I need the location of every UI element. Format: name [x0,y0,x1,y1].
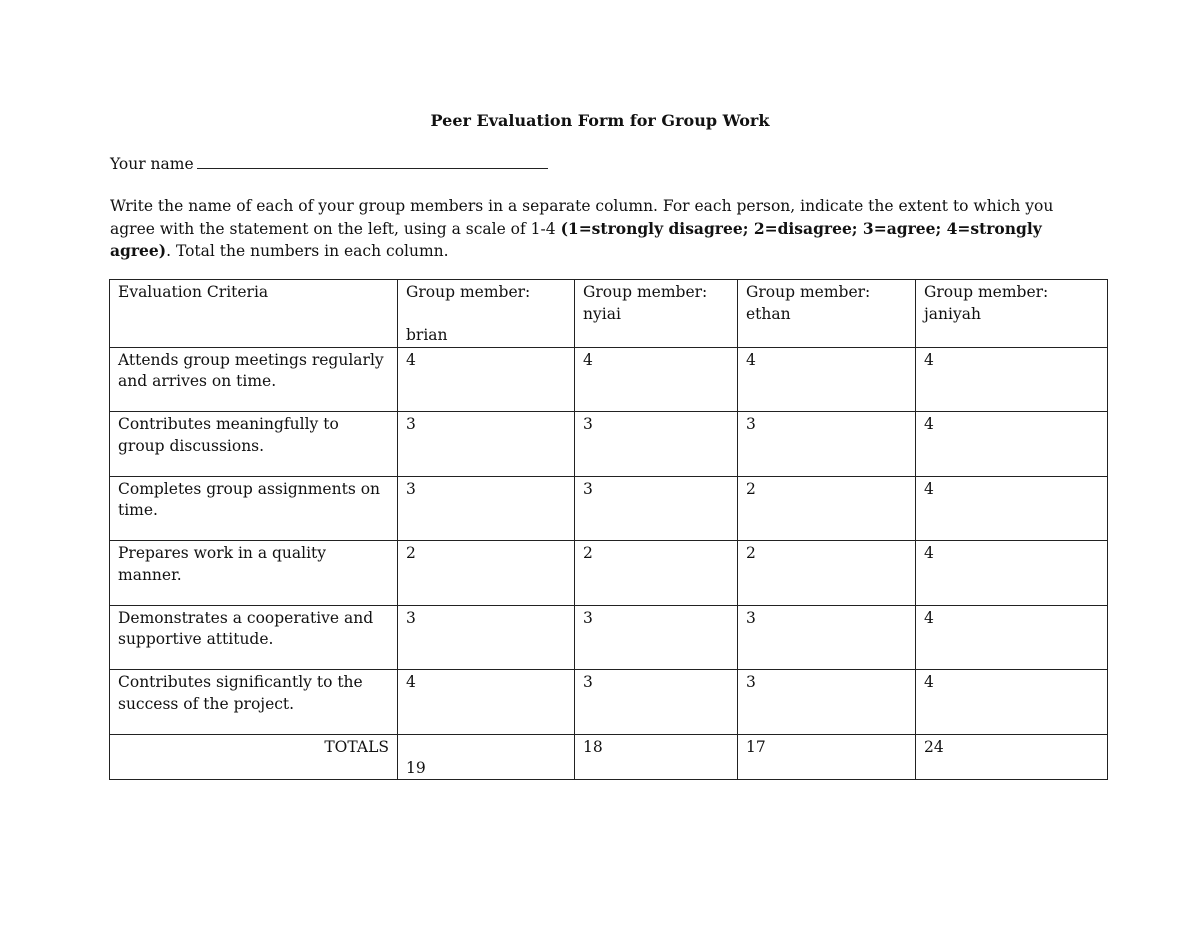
page-title: Peer Evaluation Form for Group Work [430,111,770,130]
criterion-cell: Contributes significantly to the success of the project. [110,670,398,735]
score-cell[interactable]: 4 [575,347,738,412]
score-cell[interactable]: 3 [398,605,575,670]
totals-row [110,734,1108,780]
score-cell[interactable]: 3 [738,670,916,735]
total-cell[interactable] [398,734,575,780]
member-name[interactable]: ethan [746,304,791,323]
score-cell[interactable]: 3 [575,476,738,541]
member-label: Group member: [924,283,1049,301]
total-cell[interactable]: 18 [575,734,738,780]
score-cell[interactable]: 4 [916,670,1108,735]
score-cell[interactable]: 3 [398,476,575,541]
score-cell[interactable]: 3 [398,412,575,477]
member-name[interactable]: brian [406,326,448,344]
criterion-cell: Prepares work in a quality manner. [110,541,398,606]
score-cell[interactable]: 4 [916,541,1108,606]
member-label: Group member: [406,283,531,301]
score-cell[interactable]: 2 [398,541,575,606]
score-cell[interactable]: 3 [575,605,738,670]
criterion-cell: Contributes meaningfully to group discussions. [110,412,398,477]
score-cell[interactable]: 2 [738,476,916,541]
member-header [398,280,575,348]
table-row [110,670,1108,735]
table-row [110,347,1108,412]
instructions-paragraph [110,196,1100,263]
member-name[interactable]: nyiai [583,304,621,323]
score-cell[interactable]: 4 [398,670,575,735]
score-cell[interactable]: 3 [738,412,916,477]
score-cell[interactable]: 3 [575,670,738,735]
score-cell[interactable]: 2 [575,541,738,606]
your-name-blank[interactable] [197,153,548,169]
your-name-label: Your name [110,155,194,173]
table-row [110,605,1108,670]
score-cell[interactable]: 4 [738,347,916,412]
total-cell[interactable]: 17 [738,734,916,780]
criterion-cell: Completes group assignments on time. [110,476,398,541]
totals-label: TOTALS [110,734,398,780]
total-cell[interactable]: 24 [916,734,1108,780]
member-label: Group member: [583,283,708,301]
score-cell[interactable]: 4 [398,347,575,412]
instructions-lead: Write the name of each of your group members in a separate column. For each person, indicate the extent to which you agree with the statement on the left, using a scale of 1-4 [110,197,1054,238]
member-header [738,280,916,348]
member-header [575,280,738,348]
table-row [110,476,1108,541]
criterion-cell: Attends group meetings regularly and arrives on time. [110,347,398,412]
table-row [110,541,1108,606]
evaluation-table [109,279,1108,780]
table-header-row [110,280,1108,348]
score-cell[interactable]: 3 [575,412,738,477]
instructions-trail: . Total the numbers in each column. [166,242,449,260]
member-label: Group member: [746,283,871,301]
criteria-header: Evaluation Criteria [110,280,398,348]
member-header [916,280,1108,348]
instructions-scale: (1=strongly disagree; 2=disagree; 3=agree; 4=strongly agree) [110,218,1042,260]
your-name-line [110,153,548,175]
table-row [110,412,1108,477]
score-cell[interactable]: 4 [916,347,1108,412]
score-cell[interactable]: 3 [738,605,916,670]
score-cell[interactable]: 2 [738,541,916,606]
criterion-cell: Demonstrates a cooperative and supportive attitude. [110,605,398,670]
member-name[interactable]: janiyah [924,304,981,323]
score-cell[interactable]: 4 [916,412,1108,477]
total-value: 19 [406,758,426,777]
score-cell[interactable]: 4 [916,605,1108,670]
score-cell[interactable]: 4 [916,476,1108,541]
